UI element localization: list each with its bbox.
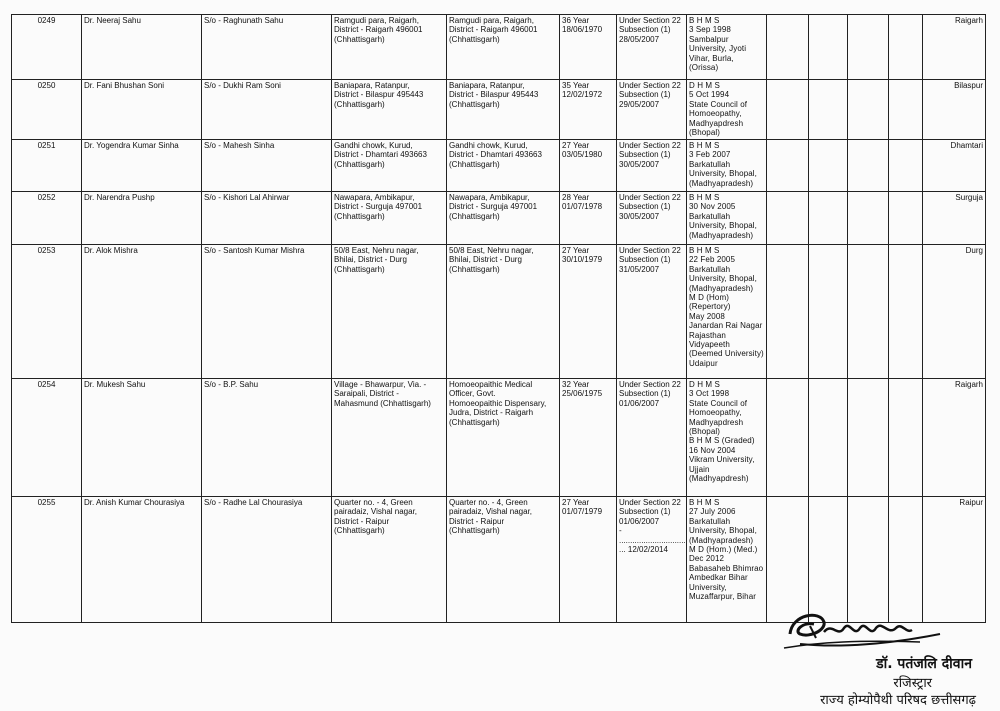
empty-cell [889, 379, 923, 497]
serial-number-cell: 0251 [12, 140, 82, 192]
qualification-cell: D H M S 5 Oct 1994 State Council of Homoeopathy, Madhyapdresh (Bhopal) [687, 80, 767, 140]
registration-section-cell: Under Section 22 Subsection (1) 29/05/2007 [617, 80, 687, 140]
table-row [12, 192, 986, 245]
serial-number-cell: 0249 [12, 15, 82, 80]
registration-section-cell: Under Section 22 Subsection (1) 30/05/2007 [617, 192, 687, 245]
district-cell: Raigarh [923, 15, 986, 80]
registration-section-cell: Under Section 22 Subsection (1) 30/05/2007 [617, 140, 687, 192]
empty-cell [889, 80, 923, 140]
signature-block [720, 600, 990, 711]
empty-cell [767, 379, 809, 497]
parent-name-cell: S/o - Santosh Kumar Mishra [202, 245, 332, 379]
empty-cell [889, 140, 923, 192]
district-cell: Raipur [923, 497, 986, 623]
practice-address-cell: Nawapara, Ambikapur, District - Surguja 497001 (Chhattisgarh) [447, 192, 560, 245]
permanent-address-cell: Baniapara, Ratanpur, District - Bilaspur 495443 (Chhattisgarh) [332, 80, 447, 140]
age-dob-cell: 27 Year 03/05/1980 [560, 140, 617, 192]
qualification-cell: B H M S 22 Feb 2005 Barkatullah University, Bhopal, (Madhyapradesh) M D (Hom) (Repertory) May 2008 Janardan Rai Nagar Rajasthan Vidyapeeth (Deemed University) Udaipur [687, 245, 767, 379]
empty-cell [809, 379, 848, 497]
empty-cell [767, 140, 809, 192]
registration-section-cell: Under Section 22 Subsection (1) 31/05/2007 [617, 245, 687, 379]
parent-name-cell: S/o - Mahesh Sinha [202, 140, 332, 192]
empty-cell [889, 15, 923, 80]
permanent-address-cell: Quarter no. - 4, Green pairadaiz, Vishal nagar, District - Raipur (Chhattisgarh) [332, 497, 447, 623]
practice-address-cell: 50/8 East, Nehru nagar, Bhilai, District - Durg (Chhattisgarh) [447, 245, 560, 379]
permanent-address-cell: 50/8 East, Nehru nagar, Bhilai, District - Durg (Chhattisgarh) [332, 245, 447, 379]
doctor-name-cell: Dr. Fani Bhushan Soni [82, 80, 202, 140]
district-cell: Dhamtari [923, 140, 986, 192]
age-dob-cell: 27 Year 01/07/1979 [560, 497, 617, 623]
empty-cell [848, 80, 889, 140]
council-name: राज्य होम्योपैथी परिषद छत्तीसगढ़ [820, 693, 976, 708]
table-row [12, 15, 986, 80]
empty-cell [889, 245, 923, 379]
empty-cell [809, 15, 848, 80]
age-dob-cell: 35 Year 12/02/1972 [560, 80, 617, 140]
doctor-name-cell: Dr. Mukesh Sahu [82, 379, 202, 497]
qualification-cell: B H M S 3 Feb 2007 Barkatullah University, Bhopal, (Madhyapradesh) [687, 140, 767, 192]
age-dob-cell: 27 Year 30/10/1979 [560, 245, 617, 379]
age-dob-cell: 32 Year 25/06/1975 [560, 379, 617, 497]
registration-table [11, 14, 986, 623]
age-dob-cell: 36 Year 18/06/1970 [560, 15, 617, 80]
practice-address-cell: Ramgudi para, Raigarh, District - Raigarh 496001 (Chhattisgarh) [447, 15, 560, 80]
practice-address-cell: Quarter no. - 4, Green pairadaiz, Vishal nagar, District - Raipur (Chhattisgarh) [447, 497, 560, 623]
table-row [12, 245, 986, 379]
practice-address-cell: Homoeopaithic Medical Officer, Govt. Homoeopaithic Dispensary, Judra, District - Raigarh (Chhattisgarh) [447, 379, 560, 497]
parent-name-cell: S/o - Dukhi Ram Soni [202, 80, 332, 140]
table-row [12, 379, 986, 497]
doctor-name-cell: Dr. Neeraj Sahu [82, 15, 202, 80]
permanent-address-cell: Nawapara, Ambikapur, District - Surguja 497001 (Chhattisgarh) [332, 192, 447, 245]
district-cell: Raigarh [923, 379, 986, 497]
practice-address-cell: Gandhi chowk, Kurud, District - Dhamtari 493663 (Chhattisgarh) [447, 140, 560, 192]
empty-cell [848, 140, 889, 192]
district-cell: Bilaspur [923, 80, 986, 140]
empty-cell [848, 379, 889, 497]
parent-name-cell: S/o - Raghunath Sahu [202, 15, 332, 80]
serial-number-cell: 0252 [12, 192, 82, 245]
registration-section-cell: Under Section 22 Subsection (1) 01/06/2007 - .............................. ... 12/02/2014 [617, 497, 687, 623]
qualification-cell: B H M S 27 July 2006 Barkatullah University, Bhopal, (Madhyapradesh) M D (Hom.) (Med.) Dec 2012 Babasaheb Bhimrao Ambedkar Bihar University, Muzaffarpur, Bihar [687, 497, 767, 623]
qualification-cell: D H M S 3 Oct 1998 State Council of Homoeopathy, Madhyapdresh (Bhopal) B H M S (Graded) 16 Nov 2004 Vikram University, Ujjain (Madhyapdresh) [687, 379, 767, 497]
permanent-address-cell: Gandhi chowk, Kurud, District - Dhamtari 493663 (Chhattisgarh) [332, 140, 447, 192]
table-row [12, 140, 986, 192]
doctor-name-cell: Dr. Narendra Pushp [82, 192, 202, 245]
serial-number-cell: 0255 [12, 497, 82, 623]
registration-section-cell: Under Section 22 Subsection (1) 01/06/2007 [617, 379, 687, 497]
empty-cell [848, 245, 889, 379]
empty-cell [767, 192, 809, 245]
permanent-address-cell: Ramgudi para, Raigarh, District - Raigarh 496001 (Chhattisgarh) [332, 15, 447, 80]
registration-section-cell: Under Section 22 Subsection (1) 28/05/2007 [617, 15, 687, 80]
permanent-address-cell: Village - Bhawarpur, Via. - Saraipali, District - Mahasmund (Chhattisgarh) [332, 379, 447, 497]
empty-cell [889, 192, 923, 245]
parent-name-cell: S/o - Radhe Lal Chourasiya [202, 497, 332, 623]
serial-number-cell: 0253 [12, 245, 82, 379]
serial-number-cell: 0254 [12, 379, 82, 497]
doctor-name-cell: Dr. Anish Kumar Chourasiya [82, 497, 202, 623]
empty-cell [809, 245, 848, 379]
empty-cell [767, 15, 809, 80]
registrar-designation: रजिस्ट्रार [893, 676, 932, 691]
empty-cell [809, 192, 848, 245]
doctor-name-cell: Dr. Alok Mishra [82, 245, 202, 379]
empty-cell [848, 15, 889, 80]
parent-name-cell: S/o - Kishori Lal Ahirwar [202, 192, 332, 245]
empty-cell [809, 80, 848, 140]
district-cell: Durg [923, 245, 986, 379]
table-row [12, 80, 986, 140]
qualification-cell: B H M S 30 Nov 2005 Barkatullah University, Bhopal, (Madhyapradesh) [687, 192, 767, 245]
registrar-name: डॉ. पतंजलि दीवान [876, 656, 972, 672]
practice-address-cell: Baniapara, Ratanpur, District - Bilaspur 495443 (Chhattisgarh) [447, 80, 560, 140]
district-cell: Surguja [923, 192, 986, 245]
parent-name-cell: S/o - B.P. Sahu [202, 379, 332, 497]
doctor-name-cell: Dr. Yogendra Kumar Sinha [82, 140, 202, 192]
empty-cell [767, 80, 809, 140]
qualification-cell: B H M S 3 Sep 1998 Sambalpur University, Jyoti Vihar, Burla, (Orissa) [687, 15, 767, 80]
serial-number-cell: 0250 [12, 80, 82, 140]
signature-image [780, 604, 950, 654]
empty-cell [809, 140, 848, 192]
empty-cell [848, 192, 889, 245]
empty-cell [767, 245, 809, 379]
age-dob-cell: 28 Year 01/07/1978 [560, 192, 617, 245]
